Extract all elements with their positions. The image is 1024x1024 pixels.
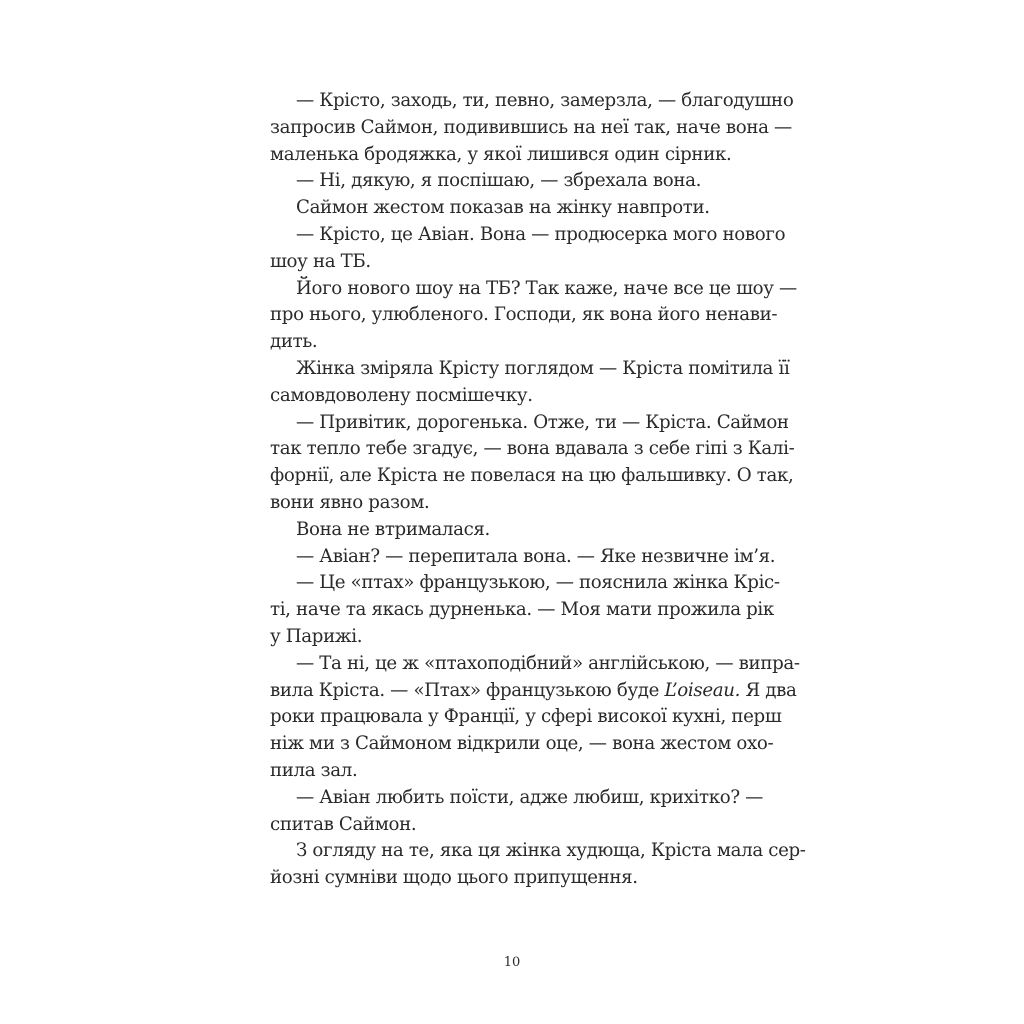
text-line: — Та ні, це ж «птахоподібний» англійською, — випра-	[296, 652, 800, 674]
body-text	[270, 88, 806, 892]
text-line: — Ні, дякую, я поспішаю, — збрехала вона.	[296, 170, 702, 192]
text-line: вони явно разом.	[270, 491, 430, 513]
text-line: самовдоволену посмішечку.	[270, 384, 533, 406]
paragraph	[270, 88, 794, 168]
text-line: — Авіан? — перепитала вона. — Яке незвичне ім’я.	[296, 545, 776, 567]
text-line: — Це «птах» французькою, — пояснила жінка Кріс-	[296, 572, 780, 594]
paragraph	[270, 651, 800, 785]
text-line: — Крісто, заходь, ти, певно, замерзла, — благодушно	[296, 90, 794, 111]
text-line: маленька бродяжка, у якої лишився один сірник.	[270, 143, 732, 165]
text-line: роки працювала у Франції, у сфері високої кухні, перш	[270, 706, 782, 728]
paragraph	[270, 570, 780, 650]
text-line: Вона не втрималася.	[296, 518, 490, 540]
text-line: дить.	[270, 331, 318, 353]
paragraph	[270, 410, 795, 517]
paragraph	[270, 785, 764, 839]
text-line: йозні сумніви щодо цього припущення.	[270, 867, 638, 889]
text-segment: Я два	[740, 679, 797, 701]
text-line: форнії, але Кріста не повелася на цю фальшивку. О так,	[270, 465, 794, 487]
paragraph	[270, 356, 790, 410]
text-line: ті, наче та якась дурненька. — Моя мати прожила рік	[270, 599, 774, 621]
text-line: Його нового шоу на ТБ? Так каже, наче все це шоу —	[296, 277, 797, 299]
paragraph	[270, 168, 758, 195]
text-line: запросив Саймон, подивившись на неї так, наче вона —	[270, 116, 792, 138]
text-line: у Парижі.	[270, 625, 363, 647]
text-line: про нього, улюбленого. Господи, як вона його ненави-	[270, 304, 778, 326]
text-line	[270, 678, 797, 705]
paragraph	[270, 222, 786, 276]
paragraph	[270, 195, 758, 222]
text-line: спитав Саймон.	[270, 813, 417, 835]
paragraph	[270, 276, 797, 356]
text-line: ніж ми з Саймоном відкрили оце, — вона жестом охо-	[270, 733, 774, 755]
text-line: Саймон жестом показав на жінку навпроти.	[296, 197, 710, 219]
text-line: пила зал.	[270, 759, 358, 781]
paragraph	[270, 838, 806, 892]
text-line: З огляду на те, яка ця жінка худюща, Кріста мала сер-	[296, 840, 806, 862]
paragraph	[270, 517, 758, 544]
text-line: шоу на ТБ.	[270, 250, 371, 272]
text-line: Жінка зміряла Крісту поглядом — Кріста помітила її	[296, 357, 790, 379]
page-number: 10	[503, 955, 521, 970]
text-line: — Крісто, це Авіан. Вона — продюсерка мого нового	[296, 223, 786, 245]
text-line: так тепло тебе згадує, — вона вдавала з себе гіпі з Калі-	[270, 438, 795, 460]
paragraph	[270, 544, 776, 571]
text-line: — Привітик, дорогенька. Отже, ти — Кріста. Саймон	[296, 411, 789, 433]
text-segment: вила Кріста. — «Птах» французькою буде	[270, 679, 665, 701]
italic-word: L’oiseau.	[664, 679, 741, 701]
text-line: — Авіан любить поїсти, адже любиш, крихітко? —	[296, 786, 764, 808]
